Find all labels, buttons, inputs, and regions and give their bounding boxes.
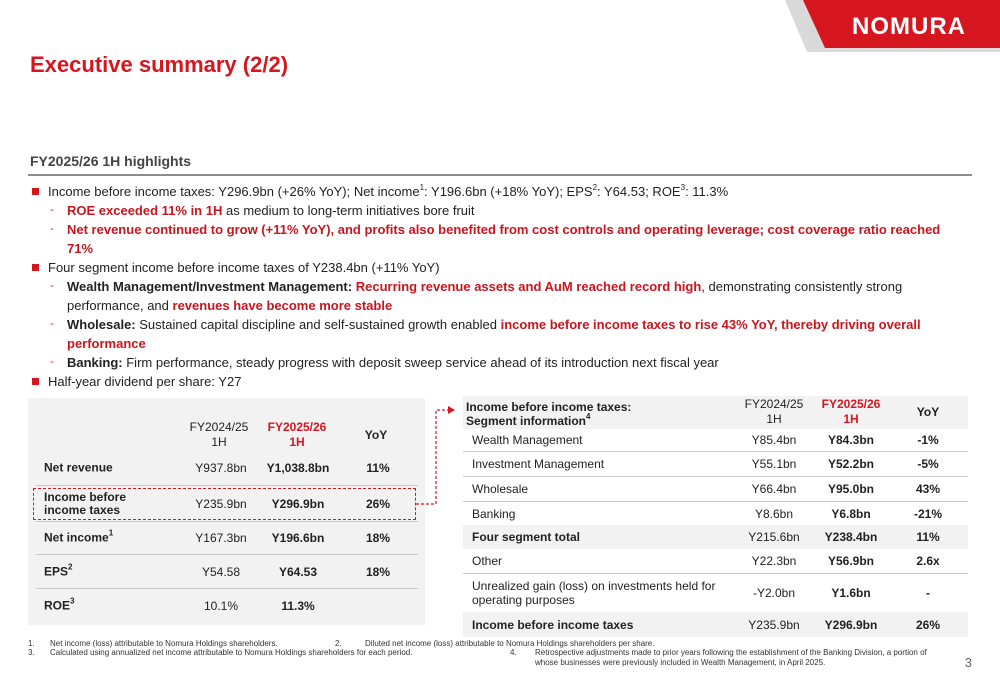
- table-row: Income before income taxes Y235.9bn Y296.9bn 26%: [44, 490, 391, 517]
- lt-header-yoy: YoY: [364, 428, 388, 442]
- rt-header-yoy: YoY: [916, 405, 940, 419]
- segment-table-title: Income before income taxes: Segment information$^4$: [466, 400, 632, 428]
- bullet-dividend: Half-year dividend per share: Y27: [30, 372, 965, 391]
- sub-bullet-wealth-management: - Wealth Management/Investment Management: Recurring revenue assets and AuM reached record high, demonstrating consistently strong performance, and revenues have become more stable: [30, 277, 965, 315]
- page-number: 3: [964, 655, 972, 670]
- rt-header-curr: FY2025/26 1H: [821, 397, 881, 426]
- footnote-3: Calculated using annualized net income attributable to Nomura Holdings shareholders for each period.: [50, 648, 413, 657]
- footnote-2: Diluted net income (loss) attributable to Nomura Holdings shareholders per share.: [365, 639, 655, 648]
- bullet-income-summary: Income before income taxes: Y296.9bn (+26% YoY); Net income$^1$: Y196.6bn (+18% YoY); EPS$^2$: Y64.53; ROE$^3$: 11.3%: [30, 182, 965, 201]
- sub-bullet-roe: - ROE exceeded 11% in 1H as medium to long-term initiatives bore fruit: [30, 201, 965, 220]
- table-row: Banking Y8.6bn Y6.8bn -21%: [472, 506, 942, 521]
- row-divider: [36, 485, 418, 486]
- table-row: Wholesale Y66.4bn Y95.0bn 43%: [472, 482, 941, 496]
- footnote-number: 1.: [28, 639, 35, 648]
- lt-header-curr: FY2025/26 1H: [267, 420, 327, 449]
- highlights-heading: FY2025/26 1H highlights: [30, 153, 192, 169]
- table-row: Other Y22.3bn Y56.9bn 2.6x: [472, 554, 940, 568]
- slide-title: Executive summary (2/2): [30, 52, 289, 77]
- heading-divider: [28, 174, 972, 176]
- table-row: ROE$^3$ 10.1% 11.3%: [44, 596, 315, 613]
- footnote-1: Net income (loss) attributable to Nomura Holdings shareholders.: [50, 639, 278, 648]
- nomura-logo: NOMURA: [852, 13, 966, 40]
- table-row: Wealth Management Y85.4bn Y84.3bn -1%: [472, 433, 939, 447]
- table-row: Net revenue Y937.8bn Y1,038.8bn 11%: [44, 460, 390, 475]
- sub-bullet-banking: - Banking: Firm performance, steady progress with deposit sweep service ahead of its introduction next fiscal year: [30, 353, 965, 372]
- table-row-total: Four segment total Y215.6bn Y238.4bn 11%: [463, 525, 968, 549]
- table-row-total: Income before income taxes Y235.9bn Y296.9bn 26%: [463, 612, 968, 637]
- rt-header-prev: FY2024/25 1H: [744, 397, 804, 426]
- footnote-number: 4.: [510, 648, 517, 657]
- table-row: EPS$^2$ Y54.58 Y64.53 18%: [44, 562, 391, 579]
- table-row: Investment Management Y55.1bn Y52.2bn -5%: [472, 457, 939, 471]
- table-row: Net income$^1$ Y167.3bn Y196.6bn 18%: [44, 528, 391, 545]
- sub-bullet-wholesale: - Wholesale: Sustained capital discipline and self-sustained growth enabled income before income taxes to rise 43% YoY, thereby driving overall performance: [30, 315, 965, 353]
- footnote-4: Retrospective adjustments made to prior years following the establishment of the Banking Division, a portion of whose businesses were previously included in Wealth Management, in April 2025.: [535, 648, 927, 667]
- highlight-box: [33, 488, 416, 520]
- footnote-number: 3.: [28, 648, 35, 657]
- highlights-list: [30, 182, 965, 391]
- footnote-number: 2.: [335, 639, 342, 648]
- table-row: Unrealized gain (loss) on investments held for operating purposes -Y2.0bn Y1.6bn -: [472, 579, 930, 607]
- sub-bullet-net-revenue: - Net revenue continued to grow (+11% YoY), and profits also benefited from cost controls and operating leverage; cost coverage ratio reached 71%: [30, 220, 965, 258]
- bullet-segment-income: Four segment income before income taxes of Y238.4bn (+11% YoY): [30, 258, 965, 277]
- lt-header-prev: FY2024/25 1H: [189, 420, 249, 449]
